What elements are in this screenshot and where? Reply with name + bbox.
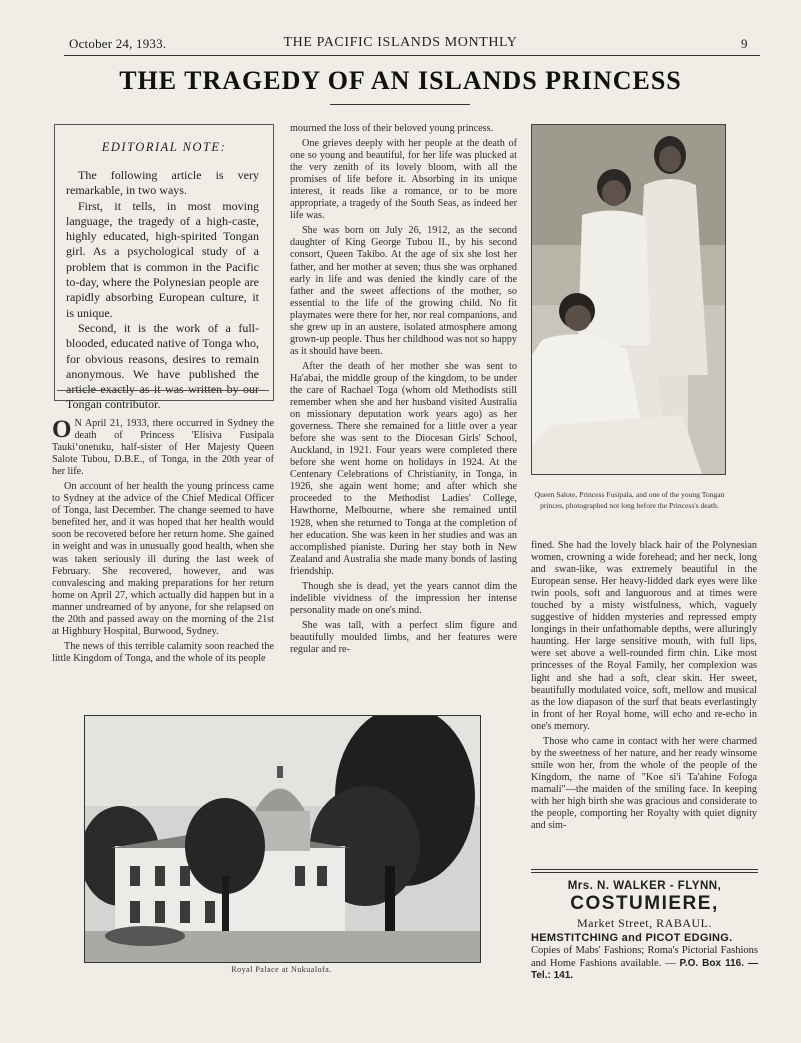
advert-body <box>531 945 758 983</box>
palace-photo-illustration <box>85 716 480 962</box>
drop-cap: O <box>52 416 72 443</box>
editorial-bottom-rule <box>57 390 269 391</box>
publication-title: THE PACIFIC ISLANDS MONTHLY <box>283 35 518 50</box>
article-paragraph: On account of her health the young princess came to Sydney at the advice of the Chief Medical Officer of Tonga, last December. The change seemed to have benefited her, and it was hoped that her health would soon be recovered before her return home. She gained in weight and was in unusually good health, when she was taken seriously ill during the last week of February. She recovered, however, and was convalescing and making preparations for her return home on April 27, which actually did happen but in a manner undreamed of by anyone, for she relapsed on the 20th and passed away on the morning of the 21st at Highbury Hospital, Burwood, Sydney. <box>52 481 274 637</box>
editorial-paragraph: Second, it is the work of a full-blooded, educated native of Tonga who, for obvious reasons, desires to remain anonymous. We have published the Tongan contributor. <box>66 320 259 412</box>
editorial-paragraph: First, it tells, in most moving language, the tragedy of a high-caste, highly educated, high-spirited Tongan girl. As a psychological study of a problem that is common in the Pacific to-day, where the Polynesian people are rapidly absorbing European culture, it is unique. <box>66 198 259 320</box>
advert-body-text: Copies of Mabs' Fashions; Roma's Pictorial Fashions and Home Fashions available. — <box>531 945 758 969</box>
advert-service: HEMSTITCHING and PICOT EDGING. <box>531 932 733 944</box>
advert-top-rule <box>531 869 758 873</box>
article-paragraph: She was born on July 26, 1912, as the second daughter of King George Tubou II., by his second consort, Queen Takibo. At the age of six she lost her father, and her mother at seven; thus she was orphaned early in life and was denied the kindly care of the father and the sweet affections of the mother, so essential to the life of the growing child. No fit playmates were there for her, nor real companions, and she grew up in an austere, isolated atmosphere among grown-up people. Thus her childhood was not so happy as it should have been. <box>290 225 517 357</box>
advert-contact: P.O. Box 116. — Tel.: 141. <box>531 957 758 982</box>
article-column-1 <box>52 418 274 665</box>
portrait-photo-illustration <box>532 125 725 474</box>
article-paragraph: She was tall, with a perfect slim figure and beautifully moulded limbs, and her features were regular and re- <box>290 619 517 655</box>
article-paragraph: Those who came in contact with her were charmed by the sweetness of her nature, and her ready winsome smile won her, from the whole of the people of the Kingdom, the name of "Koe si'i Ta'ahine Fofoga mamali"—the maiden of the smiling face. In keeping with her high birth she was gracious and considerate to the people, comporting her Royalty with quiet dignity and sim- <box>531 735 757 832</box>
article-paragraph: Though she is dead, yet the years cannot dim the indelible vividness of the impression her intense personality made on one's mind. <box>290 580 517 616</box>
article-paragraph-text: N April 21, 1933, there occurred in Sydney the death of Princess 'Elisiva Fusipala Taukiʻonetuku, half-sister of Her Majesty Queen Salote Tubou, D.B.E., of Tonga, in the 20th year of her life. <box>52 418 274 478</box>
portrait-photo <box>531 124 726 475</box>
editorial-paragraph: The following article is very remarkable, in two ways. <box>66 168 259 198</box>
palace-photo <box>84 715 481 963</box>
article-column-3 <box>531 540 757 832</box>
article-paragraph: mourned the loss of their beloved young princess. <box>290 123 494 134</box>
article-paragraph <box>52 418 274 478</box>
headline-rule <box>330 104 470 105</box>
article-headline: THE TRAGEDY OF AN ISLANDS PRINCESS <box>119 66 682 95</box>
article-paragraph: One grieves deeply with her people at the death of one so young and beautiful, for her life was plucked at the very zenith of its lovely bloom, with all the promises of life before it. Absorbing in its unique interest, it reads like a romance, or to be more appropriate, a tragedy of the South Seas, as indeed her life was. <box>290 138 517 222</box>
article-paragraph: fined. She had the lovely black hair of the Polynesian women, crowning a wide forehead; and her neck, long and swan-like, was extremely beautiful in the European sense. Her heavy-lidded dark eyes were like twin pools, soft and languorous and at times were touched by a misty wistfulness, which, vaguely suggestive of hidden mysteries and repressed empty longings in their unfathomable depths, were alluringly haunting. Her large sensitive mouth, with full lips, were set above a well-rounded firm chin. Like most princesses of the Royal Family, her complexion was light and she had a soft, clear skin. Her sweet, beautifully modulated voice, soft, mellow and musical as the low diapason of the surf that beats everlastingly in front of her Royal home, will echo and re-echo in one's memory. <box>531 540 757 732</box>
article-column-2 <box>290 123 517 656</box>
article-paragraph: After the death of her mother she was sent to Ha'abai, the middle group of the kingdom, to be under the care of Rachael Toga (whom old Methodists still remember when she and her husband visited Australia on missionary deputation work years ago) as her governess. There she remained for a little over a year before she was sent to the Diocesan Girls' School, Auckland, in 1921. Four years were completed there before she went home on holidays in 1924. At the Centenary Celebrations of Christianity, in Tonga, in 1926, she again went home; and after which she proceeded to the Methodist Ladies' College, Hawthorne, Melbourne, where she remained until 1928, when she returned to Tonga at the completion of her education. She was keen in her studies and was an accomplished pianiste. During her stay both in New Zealand and Australia she made many bonds of lasting friendship. <box>290 360 517 577</box>
advert-address: Market Street, RABAUL. <box>577 916 712 930</box>
issue-date: October 24, 1933. <box>69 36 167 51</box>
advert-title: COSTUMIERE, <box>570 893 719 914</box>
article-paragraph: The news of this terrible calamity soon reached the little Kingdom of Tonga, and the whole of its people <box>52 640 274 664</box>
header-rule <box>64 55 760 56</box>
editorial-note-title: EDITORIAL NOTE: <box>101 140 227 154</box>
page-number: 9 <box>741 36 748 51</box>
advert-name: Mrs. N. WALKER - FLYNN, <box>567 880 722 892</box>
portrait-photo-caption: Queen Salote, Princess Fusipala, and one of the young Tongan princes, photographed not long before the Princess's death. <box>534 490 725 510</box>
palace-photo-caption: Royal Palace at Nukualofa. <box>231 965 332 974</box>
editorial-note-body <box>66 168 259 413</box>
